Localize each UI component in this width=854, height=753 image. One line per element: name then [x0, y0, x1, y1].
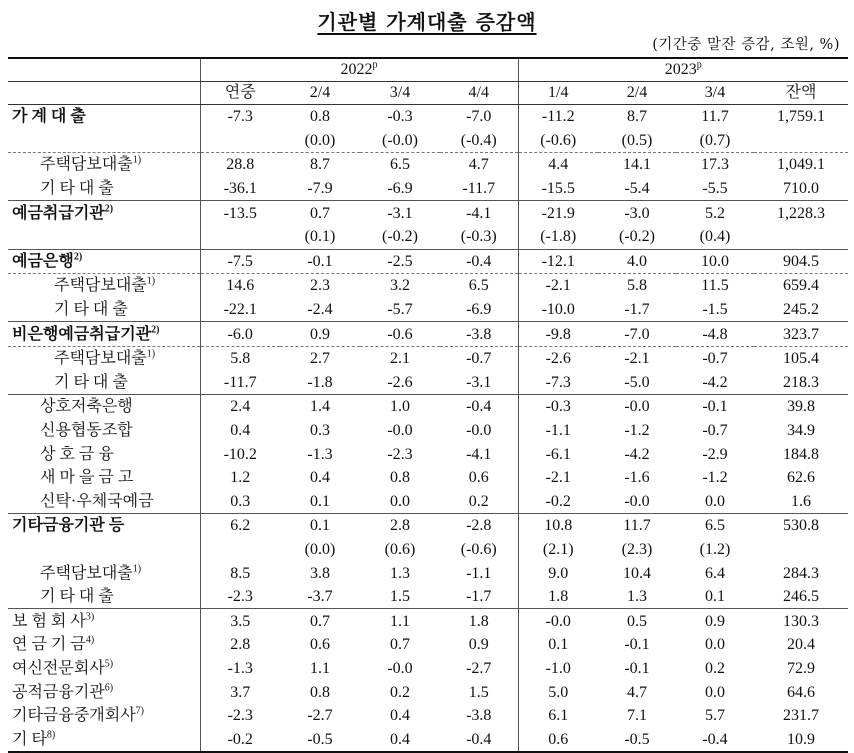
- cell-value: 0.9: [280, 322, 360, 347]
- cell-value: 530.8: [754, 514, 848, 538]
- cell-value: 0.3: [200, 490, 280, 514]
- cell-value: 11.7: [701, 108, 729, 126]
- cell-value: -6.0: [200, 322, 280, 347]
- cell-share: [754, 538, 848, 562]
- table-row: [8, 371, 848, 395]
- cell-value: 1.3: [390, 564, 410, 582]
- cell-value: 0.1: [705, 588, 725, 606]
- cell-value: 105.4: [754, 346, 848, 370]
- table-row: [8, 249, 848, 274]
- cell-value: 0.7: [390, 636, 410, 654]
- cell-value: -0.0: [624, 492, 650, 510]
- cell-value: 245.2: [783, 301, 819, 319]
- cell-share: (-1.8): [518, 225, 598, 249]
- cell-value: -11.7: [462, 180, 496, 198]
- cell-value: 4.0: [598, 249, 676, 274]
- cell-value: 0.0: [390, 492, 410, 510]
- cell-value: -0.0: [387, 659, 413, 677]
- cell-value: -12.1: [518, 249, 598, 274]
- cell-value: 17.3: [676, 153, 754, 177]
- row-label: 새 마 을 금 고: [40, 469, 134, 487]
- cell-value: 0.8: [310, 108, 330, 126]
- cell-value: -0.2: [518, 490, 598, 514]
- header-2023: 2023$^p$: [518, 58, 848, 82]
- row-label: 기 타 대 출: [54, 373, 128, 391]
- cell-value: 0.4: [390, 707, 410, 725]
- row-label: 신탁·우체국예금: [40, 492, 154, 510]
- header-col: 2/4: [598, 82, 676, 105]
- cell-value: 10.8: [518, 514, 598, 538]
- cell-value: 10.0: [676, 249, 754, 274]
- cell-value: 284.3: [783, 564, 819, 582]
- table-row: [8, 105, 848, 129]
- cell-value: 4.4: [518, 153, 598, 177]
- row-label-blank: [8, 129, 200, 153]
- cell-value: -0.4: [440, 395, 518, 419]
- cell-value: -0.7: [676, 346, 754, 370]
- header-blank: [8, 58, 200, 82]
- row-label: 상호저축은행: [8, 395, 200, 419]
- cell-value: -7.3: [518, 371, 598, 395]
- cell-value: -1.1: [518, 419, 598, 443]
- cell-value: -5.5: [702, 180, 728, 198]
- cell-value: 1.4: [280, 395, 360, 419]
- cell-value: 10.4: [623, 564, 651, 582]
- cell-value: -4.8: [676, 322, 754, 347]
- cell-share: (0.7): [699, 131, 731, 149]
- cell-value: -2.6: [387, 373, 413, 391]
- header-col: 2/4: [280, 82, 360, 105]
- cell-value: -0.5: [598, 727, 676, 752]
- cell-value: -1.2: [702, 469, 728, 487]
- table-row: [8, 442, 848, 466]
- cell-value: -2.6: [518, 346, 598, 370]
- cell-value: -1.6: [624, 469, 650, 487]
- cell-value: 62.6: [787, 469, 815, 487]
- row-label: 여신전문회사$^{5)}$: [12, 658, 114, 677]
- cell-value: -0.3: [387, 108, 413, 126]
- cell-share: (-0.3): [460, 228, 497, 246]
- cell-value: 0.2: [468, 492, 489, 510]
- cell-value: 0.2: [390, 683, 410, 701]
- cell-share: (-0.4): [460, 131, 497, 149]
- cell-value: -10.0: [518, 298, 598, 322]
- cell-value: -10.2: [200, 442, 280, 466]
- cell-value: 2.8: [200, 633, 280, 657]
- cell-value: -2.1: [518, 274, 598, 298]
- cell-share: (2.1): [518, 538, 598, 562]
- cell-share: (-0.2): [382, 228, 418, 246]
- cell-value: -15.5: [518, 177, 598, 201]
- cell-value: 2.4: [200, 395, 280, 419]
- table-row-share: [8, 225, 848, 249]
- cell-value: -0.1: [624, 659, 650, 677]
- cell-value: 5.7: [705, 707, 725, 725]
- row-label: 기타금융기관 등: [8, 514, 200, 538]
- cell-value: -0.2: [200, 727, 280, 752]
- cell-value: -2.3: [200, 704, 280, 728]
- row-label: 주택담보대출$^{1)}$: [8, 274, 200, 298]
- row-label: 기 타$^{8)}$: [8, 727, 200, 752]
- cell-value: -0.1: [624, 636, 650, 654]
- cell-value: 0.2: [705, 659, 725, 677]
- cell-share: (2.3): [621, 540, 653, 558]
- cell-value: 6.2: [200, 514, 280, 538]
- cell-value: 2.3: [280, 274, 360, 298]
- cell-share: (-0.2): [619, 228, 655, 246]
- cell-value: 2.8: [360, 514, 440, 538]
- cell-value: 0.7: [280, 201, 360, 225]
- cell-value: 0.7: [280, 609, 360, 633]
- cell-value: -7.5: [200, 249, 280, 274]
- cell-value: -3.0: [598, 201, 676, 225]
- row-label: 기 타 대 출: [40, 588, 114, 606]
- cell-value: 0.4: [360, 727, 440, 752]
- cell-value: 8.7: [627, 108, 647, 126]
- cell-value: 34.9: [787, 422, 815, 440]
- cell-share: (-0.0): [382, 131, 418, 149]
- cell-share: [754, 225, 848, 249]
- cell-value: -2.1: [518, 466, 598, 490]
- cell-share: (0.0): [304, 540, 336, 558]
- cell-value: -2.8: [440, 514, 518, 538]
- cell-value: 1.8: [440, 609, 518, 633]
- cell-value: -0.0: [598, 395, 676, 419]
- unit-note: (기간중 말잔 증감, 조원, %): [652, 37, 840, 53]
- row-label: 주택담보대출$^{1)}$: [8, 346, 200, 370]
- cell-value: -1.7: [624, 301, 650, 319]
- cell-value: -6.1: [518, 442, 598, 466]
- cell-value: 5.2: [676, 201, 754, 225]
- cell-value: -4.1: [466, 445, 492, 463]
- cell-value: 2.7: [280, 346, 360, 370]
- cell-value: 0.6: [468, 469, 489, 487]
- cell-value: -0.4: [440, 249, 518, 274]
- cell-value: 10.9: [754, 727, 848, 752]
- cell-value: -0.0: [518, 609, 598, 633]
- cell-value: -6.9: [466, 301, 492, 319]
- cell-value: 6.5: [676, 514, 754, 538]
- cell-value: 2.1: [360, 346, 440, 370]
- cell-value: -1.1: [466, 564, 492, 582]
- cell-value: 6.4: [705, 564, 725, 582]
- cell-value: 1.8: [518, 585, 598, 609]
- cell-value: -0.0: [387, 422, 413, 440]
- header-col: 1/4: [518, 82, 598, 105]
- cell-value: -0.7: [440, 346, 518, 370]
- cell-value: -0.6: [360, 322, 440, 347]
- cell-value: -2.3: [200, 585, 280, 609]
- cell-value: -1.7: [466, 588, 492, 606]
- header-col: 3/4: [360, 82, 440, 105]
- table-row: [8, 704, 848, 728]
- cell-value: 0.9: [468, 636, 489, 654]
- row-label-blank: [8, 538, 200, 562]
- cell-value: 14.6: [200, 274, 280, 298]
- cell-value: -1.2: [624, 422, 650, 440]
- cell-value: 9.0: [518, 561, 598, 585]
- table-body: [8, 105, 848, 753]
- cell-share: (0.4): [699, 228, 731, 246]
- cell-share: (-0.6): [518, 129, 598, 153]
- cell-value: 130.3: [754, 609, 848, 633]
- cell-value: -6.9: [387, 180, 413, 198]
- header-col: 3/4: [676, 82, 754, 105]
- cell-value: 0.0: [705, 636, 725, 654]
- cell-value: -3.1: [466, 373, 492, 391]
- cell-value: 218.3: [783, 373, 819, 391]
- table-row: [8, 419, 848, 443]
- header-col: 4/4: [440, 82, 518, 105]
- cell-value: 11.7: [598, 514, 676, 538]
- cell-share: [200, 225, 280, 249]
- cell-value: -36.1: [200, 177, 280, 201]
- cell-value: 72.9: [787, 659, 815, 677]
- cell-share: (0.0): [304, 131, 336, 149]
- row-label: 보 험 회 사$^{3)}$: [8, 609, 200, 633]
- cell-value: -11.7: [200, 371, 280, 395]
- cell-value: -7.9: [307, 180, 333, 198]
- cell-value: 0.6: [518, 727, 598, 752]
- cell-value: 4.7: [440, 153, 518, 177]
- cell-value: -3.8: [466, 707, 492, 725]
- cell-value: -0.1: [280, 249, 360, 274]
- table-title: 기관별 가계대출 증감액: [317, 10, 537, 34]
- cell-value: 710.0: [783, 180, 819, 198]
- cell-value: -2.9: [702, 445, 728, 463]
- cell-value: 246.5: [783, 588, 819, 606]
- table-row-share: [8, 129, 848, 153]
- cell-value: 8.5: [200, 561, 280, 585]
- table-row: [8, 153, 848, 177]
- cell-value: 7.1: [627, 707, 647, 725]
- table-row: [8, 514, 848, 538]
- cell-value: 0.8: [310, 683, 330, 701]
- cell-value: -3.1: [360, 201, 440, 225]
- cell-share: (0.6): [384, 540, 416, 558]
- cell-value: 0.0: [705, 683, 725, 701]
- row-label: 기타금융중개회사$^{7)}$: [12, 705, 144, 725]
- cell-value: 0.1: [280, 514, 360, 538]
- cell-value: 6.5: [440, 274, 518, 298]
- row-label: 기 타 대 출: [54, 301, 128, 319]
- table-row: [8, 609, 848, 633]
- cell-value: 20.4: [787, 636, 815, 654]
- table-row: [8, 346, 848, 370]
- cell-value: 3.2: [360, 274, 440, 298]
- cell-value: 1.0: [360, 395, 440, 419]
- cell-value: -0.7: [702, 422, 728, 440]
- cell-share: (0.5): [621, 131, 653, 149]
- cell-value: -1.3: [200, 657, 280, 681]
- cell-value: -3.8: [440, 322, 518, 347]
- cell-value: -5.7: [387, 301, 413, 319]
- table-row: [8, 322, 848, 347]
- cell-value: 0.0: [705, 492, 725, 510]
- cell-value: 1.3: [627, 588, 647, 606]
- row-label: 예금취급기관$^{2)}$: [8, 201, 200, 225]
- table-row: [8, 201, 848, 225]
- cell-value: -7.0: [598, 322, 676, 347]
- table-row: [8, 727, 848, 752]
- cell-value: -2.3: [387, 445, 413, 463]
- table-row: [8, 585, 848, 609]
- cell-value: -1.0: [518, 657, 598, 681]
- cell-value: 11.5: [676, 274, 754, 298]
- row-label: 비은행예금취급기관$^{2)}$: [8, 322, 200, 347]
- cell-value: -1.8: [307, 373, 333, 391]
- cell-value: -3.7: [307, 588, 333, 606]
- row-label: 주택담보대출$^{1)}$: [8, 153, 200, 177]
- cell-value: 323.7: [754, 322, 848, 347]
- cell-value: -1.3: [307, 445, 333, 463]
- row-label: 상 호 금 융: [40, 445, 114, 463]
- cell-value: -2.5: [360, 249, 440, 274]
- row-label: 주택담보대출$^{1)}$: [40, 563, 142, 582]
- cell-value: -0.1: [676, 395, 754, 419]
- cell-value: 231.7: [783, 707, 819, 725]
- cell-value: 0.1: [518, 633, 598, 657]
- cell-value: -7.3: [200, 105, 280, 129]
- cell-value: 0.5: [598, 609, 676, 633]
- cell-value: -0.3: [518, 395, 598, 419]
- cell-share: [200, 129, 280, 153]
- row-label: 공적금융기관$^{6)}$: [12, 682, 114, 701]
- cell-value: 1.5: [390, 588, 410, 606]
- cell-value: 659.4: [754, 274, 848, 298]
- cell-value: 0.6: [310, 636, 330, 654]
- cell-value: 5.8: [200, 346, 280, 370]
- cell-share: (-0.6): [460, 540, 497, 558]
- cell-share: (0.1): [304, 228, 336, 246]
- table-row: [8, 177, 848, 201]
- row-label-blank: [8, 225, 200, 249]
- cell-value: 64.6: [787, 683, 815, 701]
- cell-value: -2.7: [466, 659, 492, 677]
- cell-value: -0.4: [440, 727, 518, 752]
- header-col: 잔액: [754, 82, 848, 105]
- table-row: [8, 466, 848, 490]
- cell-value: 1.6: [791, 492, 811, 510]
- cell-value: 6.5: [360, 153, 440, 177]
- cell-value: 0.1: [310, 492, 330, 510]
- table-row: [8, 680, 848, 704]
- cell-value: -0.5: [280, 727, 360, 752]
- cell-value: 39.8: [754, 395, 848, 419]
- row-label: 연 금 기 금$^{4)}$: [12, 635, 95, 654]
- cell-value: 1,228.3: [754, 201, 848, 225]
- cell-share: [200, 538, 280, 562]
- cell-value: -0.0: [466, 422, 492, 440]
- cell-value: 6.1: [518, 704, 598, 728]
- cell-value: 4.7: [627, 683, 647, 701]
- cell-value: 5.8: [598, 274, 676, 298]
- cell-value: 1.2: [200, 466, 280, 490]
- cell-value: 28.8: [200, 153, 280, 177]
- header-year-row: [8, 58, 848, 82]
- header-2022: 2022$^p$: [200, 58, 518, 82]
- cell-share: [754, 129, 848, 153]
- cell-value: -22.1: [200, 298, 280, 322]
- header-column-row: [8, 82, 848, 105]
- cell-value: -0.4: [676, 727, 754, 752]
- cell-value: 1.5: [468, 683, 489, 701]
- cell-value: 1,759.1: [777, 108, 825, 126]
- cell-value: 0.3: [310, 422, 330, 440]
- row-label: 예금은행$^{2)}$: [8, 249, 200, 274]
- cell-value: -5.4: [624, 180, 650, 198]
- cell-value: -21.9: [518, 201, 598, 225]
- cell-value: -4.2: [702, 373, 728, 391]
- row-label: 기 타 대 출: [40, 180, 114, 198]
- cell-value: 8.7: [280, 153, 360, 177]
- cell-value: 1.1: [310, 659, 330, 677]
- cell-value: 0.4: [310, 469, 330, 487]
- row-label: 신용협동조합: [40, 422, 133, 440]
- cell-value: -2.7: [307, 707, 333, 725]
- cell-value: 3.5: [200, 609, 280, 633]
- cell-value: -1.5: [702, 301, 728, 319]
- cell-value: 1,049.1: [754, 153, 848, 177]
- cell-value: 0.8: [390, 469, 410, 487]
- cell-value: -2.1: [598, 346, 676, 370]
- loan-table: [8, 57, 848, 753]
- table-row-share: [8, 538, 848, 562]
- cell-share: (1.2): [699, 540, 731, 558]
- cell-value: 904.5: [754, 249, 848, 274]
- cell-value: -2.4: [307, 301, 333, 319]
- table-row: [8, 657, 848, 681]
- cell-value: -7.0: [466, 108, 492, 126]
- table-row: [8, 633, 848, 657]
- cell-value: -13.5: [200, 201, 280, 225]
- cell-value: 3.7: [200, 680, 280, 704]
- header-col: 연중: [200, 82, 280, 105]
- row-label: 가 계 대 출: [12, 108, 86, 126]
- table-row: [8, 298, 848, 322]
- header-blank: [8, 82, 200, 105]
- cell-value: -9.8: [518, 322, 598, 347]
- cell-value: 0.4: [200, 419, 280, 443]
- cell-value: 184.8: [783, 445, 819, 463]
- cell-value: 1.1: [360, 609, 440, 633]
- table-row: [8, 395, 848, 419]
- table-row: [8, 490, 848, 514]
- cell-value: 14.1: [598, 153, 676, 177]
- table-row: [8, 561, 848, 585]
- cell-value: -4.1: [440, 201, 518, 225]
- cell-value: 0.9: [676, 609, 754, 633]
- cell-value: -11.2: [518, 105, 598, 129]
- cell-value: 3.8: [310, 564, 330, 582]
- table-row: [8, 274, 848, 298]
- cell-value: -5.0: [624, 373, 650, 391]
- cell-value: -4.2: [624, 445, 650, 463]
- cell-value: 5.0: [518, 680, 598, 704]
